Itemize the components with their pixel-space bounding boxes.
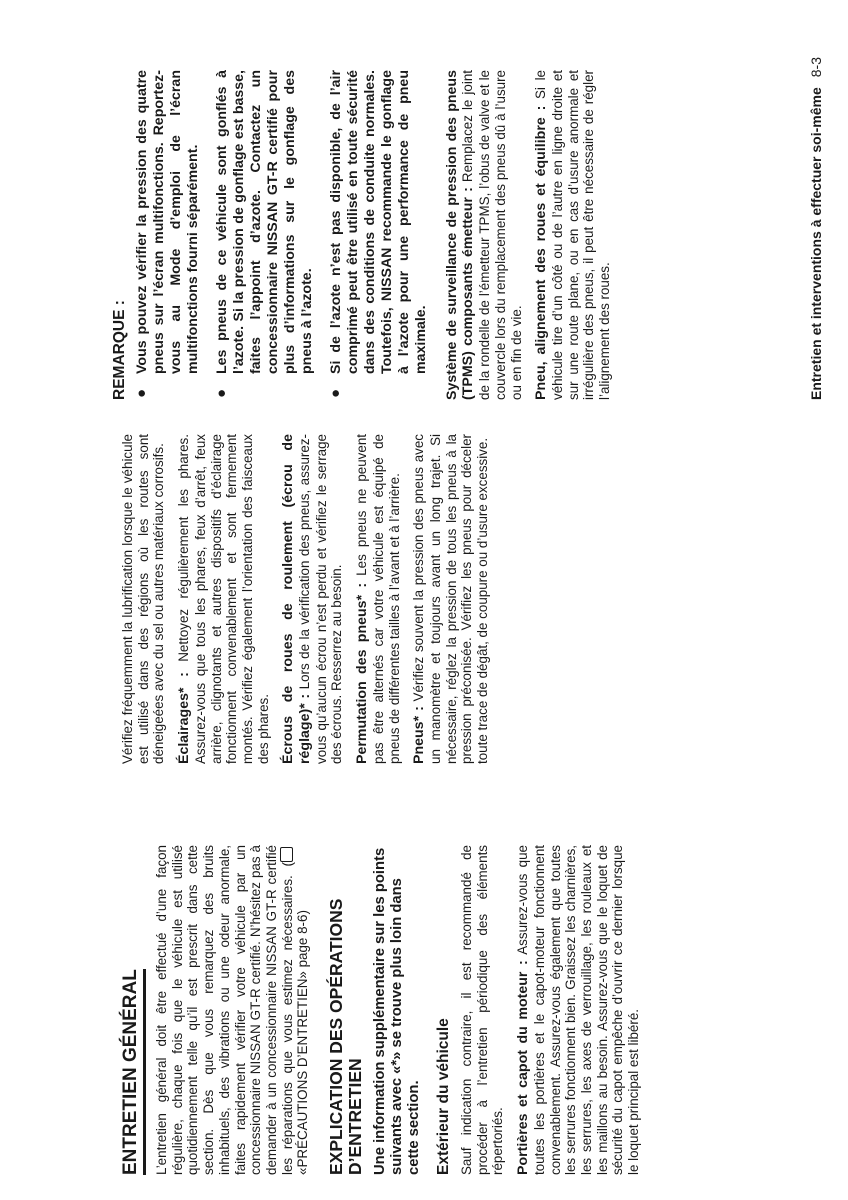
bullet-icon: ● [326, 388, 344, 398]
wheel-nuts-heading: Écrous de roues de roulement (écrou de réglage)* : [280, 434, 314, 764]
wheel-alignment-paragraph [533, 70, 613, 400]
remark-text: Les pneus de ce véhicule sont gonflés à l’azote. Si la pression de gonflage est basse, faites l’appoint d’azote. Contactez un concessionnaire NISSAN GT-R certifié pour plus d’informations sur le gonflage des pneus à l’azote. [213, 70, 315, 374]
tires-text: Vérifiez souvent la pression des pneus avec un manomètre et toujours avant un long trajet. Si nécessaire, réglez la pression de tous les pneus à la pression préconisée. Vérifiez les pneus pour déceler toute trace de dégât, de coupure ou d’usure excessive. [411, 434, 491, 764]
subsection-title: Extérieur du véhicule [435, 1018, 453, 1175]
bullet-icon: ● [212, 388, 230, 398]
remark-text: Si de l’azote n’est pas disponible, de l’air comprimé peut être utilisé en toute sécurité dans des conditions de conduite normales. Toutefois, NISSAN recommande le gonflage à l’azote pour une performance de pneu maximale. [327, 70, 429, 374]
wheel-alignment-heading: Pneu, alignement des roues et équilibre : [533, 105, 550, 400]
remark-item [134, 70, 202, 400]
column-3 [112, 70, 622, 400]
lights-text: Nettoyez régulièrement les phares. Assurez-vous que tous les phares, feux d’arrêt, feux arrière, clignotants et autres dispositifs d’éclairage fonctionnent convenablement et sont fermement montés. Vérifiez également l’orientation des faisceaux des phares. [176, 434, 271, 764]
tire-rotation-text: Les pneus ne peuvent pas être alternés car votre véhicule est équipé de pneus de différentes tailles à l’avant et à l’arrière. [354, 434, 402, 764]
bullet-icon: ● [132, 388, 150, 398]
remark-text: Vous pouvez vérifier la pression des quatre pneus sur l’écran multifonctions. Reportez-vous au Mode d’emploi de l’écran multifonctions fourni séparément. [133, 70, 201, 374]
doors-text: Assurez-vous que toutes les portières et le capot-moteur fonctionnent convenablement. Assurez-vous également que toutes les serrures fonctionnent bien. Graissez les charnières, les serrures, les axes de verrouillage, les rouleaux et les maillons au besoin. Assurez-vous que le loquet de sécurité du capot empêche d’ouvrir ce dernier lorsque le loquet principal est libéré. [515, 845, 642, 1175]
ref-open: ( [279, 862, 295, 867]
wheel-nuts-text: Lors de la vérification des pneus, assurez-vous qu’aucun écrou n’est perdu et vérifiez le serrage des écrous. Resserrez au besoin. [297, 434, 345, 764]
tire-rotation-heading: Permutation des pneus* : [354, 582, 371, 764]
intro-paragraph [154, 845, 311, 1175]
tpms-text: Remplacez le joint de la rondelle de l’émetteur TPMS, l’obus de valve et le couvercle lors du remplacement des pneus dû à l’usure ou en fin de vie. [460, 70, 524, 400]
footer-label: Entretien et interventions à effectuer soi-même [808, 87, 824, 400]
remark-list [134, 70, 430, 400]
section-lead: Une information supplémentaire sur les points suivants avec «*» se trouve plus loin dans cette section. [372, 847, 423, 1175]
reference-book-icon [280, 847, 293, 862]
tpms-paragraph [444, 70, 525, 400]
tires-heading: Pneus* : [411, 706, 428, 764]
remark-item [328, 70, 430, 400]
remark-item [214, 70, 316, 400]
column-1 [120, 845, 651, 1175]
doors-paragraph [515, 845, 642, 1175]
reference-link[interactable]: «PRÉCAUTIONS D’ENTRETIEN» page 8-6) [295, 910, 311, 1175]
intro-text: L’entretien général doit être effectué d’une façon régulière, chaque fois que le véhicule est utilisé quotidiennement telle qu’il est prescrit dans cette section. Dès que vous remarquez des bruits inhabituels, des vibrations ou une odeur anormale, faites rapidement vérifier votre véhicule par un concessionnaire NISSAN GT-R certifié. N’hésitez pas à demander à un concessionnaire NISSAN GT-R certifié les réparations que vous estimez nécessaires. [154, 845, 295, 1175]
wheel-alignment-text: Si le véhicule tire d’un côté ou de l’autre en ligne droite et sur une route plane, ou en cas d’usure anormale et irrégulière des pneus, il peut être nécessaire de régler l’alignement des roues. [533, 70, 613, 400]
lights-heading: Éclairages* : [176, 672, 193, 764]
page-footer [808, 57, 824, 400]
page-title: ENTRETIEN GÉNÉRAL [120, 969, 146, 1175]
tire-rotation-paragraph [354, 434, 402, 764]
column-2 [120, 434, 500, 764]
doors-heading: Portières et capot du moteur : [515, 960, 532, 1175]
remark-title: REMARQUE : [111, 300, 128, 400]
page-number: 8-3 [808, 57, 824, 78]
section-title: EXPLICATION DES OPÉRATIONS D’ENTRETIEN [326, 898, 366, 1175]
lights-paragraph [176, 434, 271, 764]
subsection-text: Sauf indication contraire, il est recommandé de procéder à l’entretien périodique des éléments répertoriés. [459, 845, 506, 1175]
wheel-nuts-paragraph [280, 434, 345, 764]
lubrication-paragraph: Vérifiez fréquemment la lubrification lorsque le véhicule est utilisé dans des régions où les routes sont déneigeées avec du sel ou autres matériaux corrosifs. [120, 434, 167, 764]
tpms-heading: Système de surveillance de pression des pneus (TPMS) composants émetteur : [443, 70, 477, 400]
tires-paragraph [411, 434, 491, 764]
